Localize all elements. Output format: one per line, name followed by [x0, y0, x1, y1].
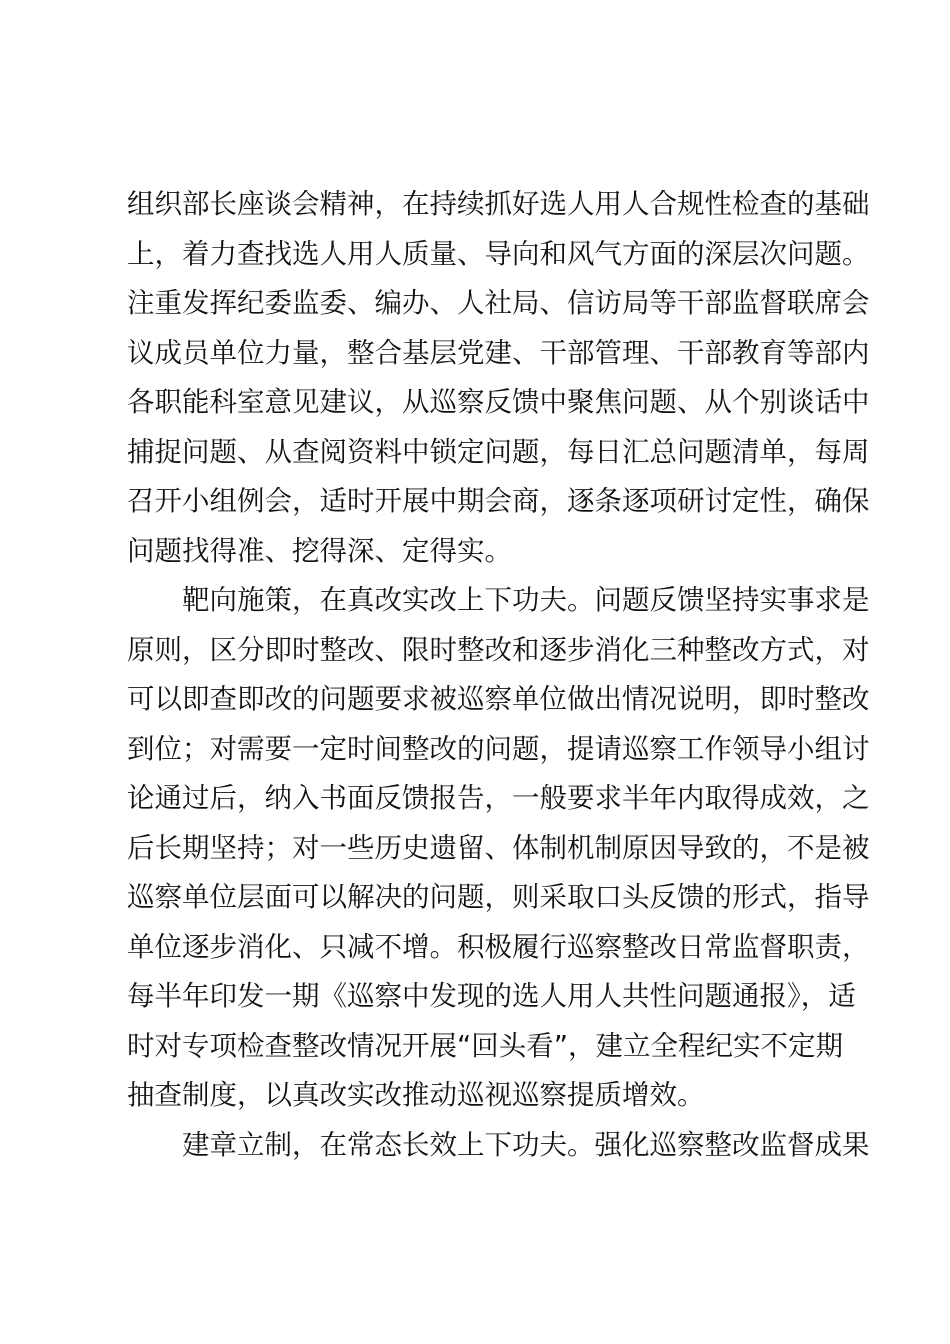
text-line: 可以即查即改的问题要求被巡察单位做出情况说明，即时整改 [127, 683, 870, 715]
text-line: 抽查制度，以真改实改推动巡视巡察提质增效。 [127, 1079, 705, 1111]
text-line: 单位逐步消化、只减不增。积极履行巡察整改日常监督职责， [127, 930, 870, 963]
text-line: 每半年印发一期《巡察中发现的选人用人共性问题通报》，适 [127, 980, 856, 1012]
text-line: 议成员单位力量，整合基层党建、干部管理、干部教育等部内 [127, 336, 870, 369]
text-line: 到位；对需要一定时间整改的问题，提请巡察工作领导小组讨 [127, 732, 870, 765]
text-line: 注重发挥纪委监委、编办、人社局、信访局等干部监督联席会 [127, 287, 870, 319]
text-line: 时对专项检查整改情况开展“回头看”，建立全程纪实不定期 [127, 1029, 843, 1062]
text-line: 原则，区分即时整改、限时整改和逐步消化三种整改方式，对 [127, 633, 870, 666]
text-line: 问题找得准、挖得深、定得实。 [127, 534, 512, 567]
text-line: 捕捉问题、从查阅资料中锁定问题，每日汇总问题清单，每周 [127, 435, 870, 468]
text-line: 论通过后，纳入书面反馈报告，一般要求半年内取得成效，之 [127, 782, 870, 814]
text-line: 巡察单位层面可以解决的问题，则采取口头反馈的形式，指导 [127, 881, 870, 913]
paragraph-start-line: 建章立制，在常态长效上下功夫。强化巡察整改监督成果 [127, 1128, 870, 1161]
text-line: 组织部长座谈会精神，在持续抓好选人用人合规性检查的基础 [127, 188, 870, 220]
text-line: 召开小组例会，适时开展中期会商，逐条逐项研讨定性，确保 [127, 485, 870, 517]
text-line: 后长期坚持；对一些历史遗留、体制机制原因导致的，不是被 [127, 831, 870, 864]
text-line: 上，着力查找选人用人质量、导向和风气方面的深层次问题。 [127, 237, 870, 270]
body-text [127, 180, 870, 1170]
text-line: 各职能科室意见建议，从巡察反馈中聚焦问题、从个别谈话中 [127, 386, 870, 418]
paragraph-start-line: 靶向施策，在真改实改上下功夫。问题反馈坚持实事求是 [127, 584, 870, 616]
